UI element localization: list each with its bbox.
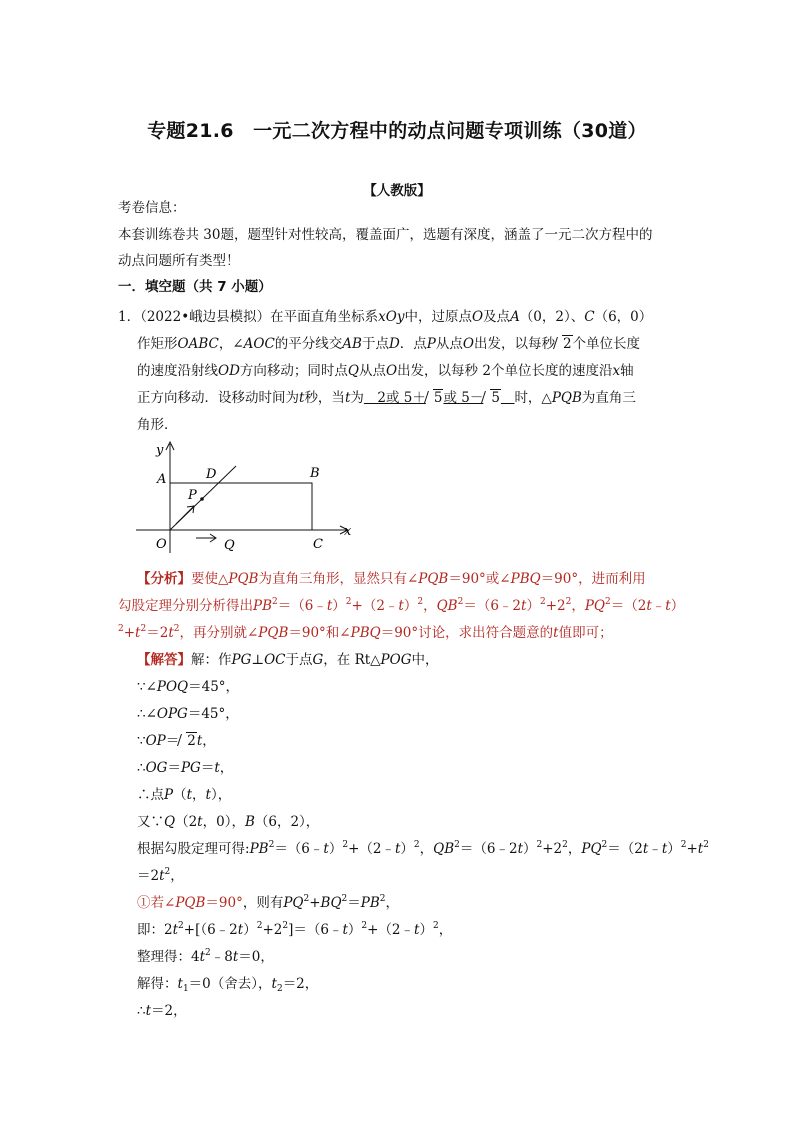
coordinate-figure: [130, 438, 360, 556]
label-C: C: [313, 537, 323, 552]
solution-line-2: ∵∠POQ＝45°，: [137, 679, 240, 695]
answer-blank: 2或 5＋ 5或 5－ 5: [363, 390, 500, 406]
label-y: y: [156, 443, 164, 458]
problem-line-1: 1．（2022•峨边县模拟）在平面直角坐标系xOy中，过原点O及点A（0，2）、C（6，0）: [118, 309, 653, 325]
edition-label: 【人教版】: [363, 183, 431, 199]
point-P-dot: [200, 497, 204, 501]
info-text-line-1: 本套训练卷共 30题，题型针对性较高，覆盖面广，选题有深度，涵盖了一元二次方程中的: [118, 227, 653, 243]
solution-line-12: 整理得：$4t^2﹣8t=0$，: [137, 948, 274, 965]
problem-number: 1．: [118, 309, 141, 325]
solution-line-1: 【解答】解：作PG⊥OC于点G，在 Rt△POG中，: [137, 652, 439, 668]
info-text-line-2: 动点问题所有类型！: [118, 253, 240, 269]
solution-line-4: ∵OP＝ 2t，: [137, 733, 216, 749]
label-A: A: [157, 472, 167, 487]
arrow-P-line: [176, 506, 194, 524]
sqrt-symbol: 2: [555, 335, 573, 353]
label-P: P: [188, 488, 197, 503]
label-x: x: [344, 524, 352, 539]
solution-line-10: ①若∠PQB＝90°，则有$PQ^2+BQ^2=PB^2$，: [137, 894, 400, 911]
info-label: 考卷信息：: [118, 200, 186, 216]
problem-line-5: 角形．: [137, 417, 178, 433]
analysis-line-1: 【分析】要使△PQB为直角三角形，显然只有∠PQB＝90°或∠PBQ＝90°，进而利用: [137, 571, 646, 587]
label-O: O: [156, 537, 167, 552]
solution-line-9: $=2t^2$，: [137, 867, 184, 884]
analysis-line-2: 勾股定理分别分析得出$PB^2=(6﹣t)^2+(2﹣t)^2$，$QB^2=(6﹣2t)^2+2^2$，$PQ^2=(2t﹣t)$: [118, 597, 685, 614]
solution-line-14: ∴t＝2，: [137, 1003, 187, 1019]
solution-line-5: ∴OG＝PG＝t，: [137, 760, 234, 776]
page-title: 专题21.6 一元二次方程中的动点问题专项训练（30道）: [147, 120, 647, 142]
solution-line-6: ∴点P（t，t），: [137, 787, 232, 803]
problem-line-2: 作矩形OABC，∠AOC的平分线交AB于点D．点P从点O出发，以每秒 2个单位长度: [137, 336, 641, 352]
solution-line-13: 解得：$t_1=0$（舍去），$t_2=2$，: [137, 976, 319, 994]
analysis-tag: 【分析】: [137, 571, 191, 587]
problem-line-4: 正方向移动．设移动时间为t秒，当t为 2或 5＋ 5或 5－ 5 时，△PQB为直角三: [137, 390, 636, 406]
label-Q: Q: [224, 538, 235, 553]
label-B: B: [310, 466, 320, 481]
analysis-line-3: $^2+t^2=2t^2$，再分别就∠PQB＝90°和∠PBQ＝90°讨论，求出符合题意的t值即可；: [118, 624, 613, 641]
label-D: D: [206, 467, 217, 482]
solution-tag: 【解答】: [137, 652, 191, 668]
solution-line-8: 根据勾股定理可得$:PB^2=(6﹣t)^2+(2﹣t)^2$，$QB^2=(6﹣2t)^2+2^2$，$PQ^2=(2t﹣t)^2+t^2$: [137, 840, 709, 857]
solution-line-7: 又∵Q（2t，0），B（6，2），: [137, 814, 320, 830]
solution-line-3: ∴∠OPG＝45°，: [137, 706, 239, 722]
solution-line-11: 即：$2t^2+[(6﹣2t)^2+2^2]=(6﹣t)^2+(2﹣t)^2$，: [137, 921, 453, 938]
problem-line-3: 的速度沿射线OD方向移动；同时点Q从点O出发，以每秒 2个单位长度的速度沿x轴: [137, 363, 634, 379]
section-heading: 一．填空题（共 7 小题）: [118, 279, 272, 295]
